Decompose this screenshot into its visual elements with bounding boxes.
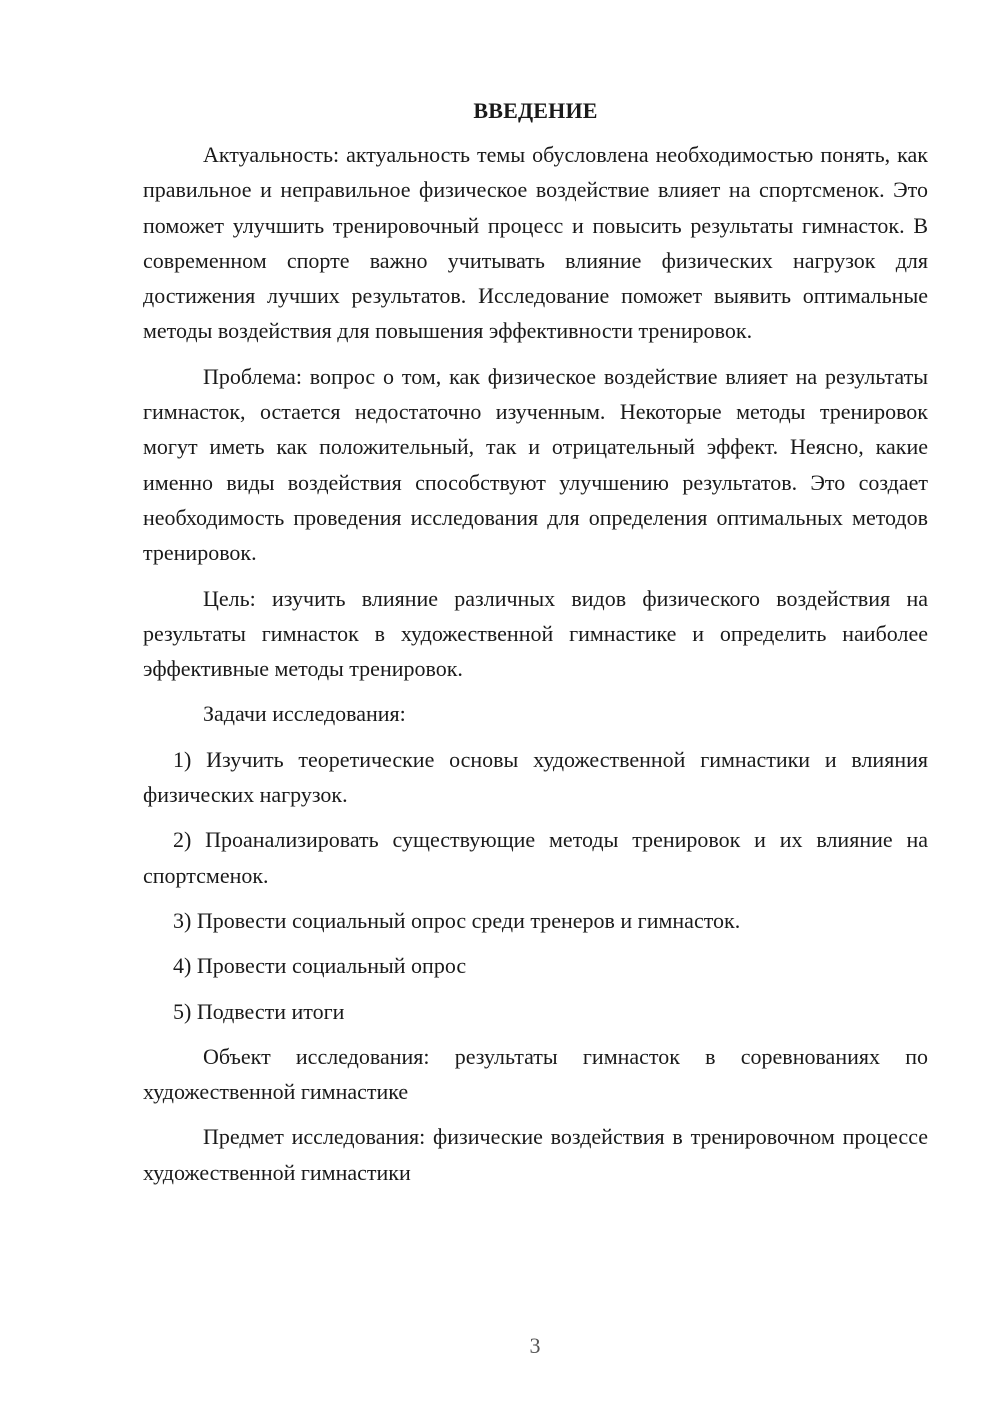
- page-number: 3: [529, 1333, 541, 1358]
- relevance-paragraph: Актуальность: актуальность темы обусловлена необходимостью понять, как правильное и неправильное физическое воздействие влияет на спортсменок. Это поможет улучшить тренировочный процесс и повысить результаты гимнасток. В современном спорте важно учитывать влияние физических нагрузок для достижения лучших результатов. Исследование поможет выявить оптимальные методы воздействия для повышения эффективности тренировок.: [143, 142, 928, 344]
- object-paragraph: Объект исследования: результаты гимнасток в соревнованиях по художественной гимнастике: [143, 1043, 928, 1105]
- task-item: 1) Изучить теоретические основы художественной гимнастики и влияния физических нагрузок.: [143, 746, 928, 808]
- section-heading: ВВЕДЕНИЕ: [473, 98, 598, 123]
- task-item: 5) Подвести итоги: [173, 998, 345, 1024]
- tasks-title: Задачи исследования:: [203, 701, 406, 727]
- page-content: [143, 95, 928, 1200]
- problem-paragraph: Проблема: вопрос о том, как физическое воздействие влияет на результаты гимнасток, остается недостаточно изученным. Некоторые методы тренировок могут иметь как положительный, так и отрицательный эффект. Неясно, какие именно виды воздействия способствуют улучшению результатов. Это создает необходимость проведения исследования для определения оптимальных методов тренировок.: [143, 363, 928, 566]
- task-item: 2) Проанализировать существующие методы тренировок и их влияние на спортсменок.: [143, 827, 928, 888]
- task-item: 3) Провести социальный опрос среди тренеров и гимнасток.: [173, 907, 741, 933]
- subject-paragraph: Предмет исследования: физические воздействия в тренировочном процессе художественной гимнастики: [143, 1124, 928, 1185]
- task-item: 4) Провести социальный опрос: [173, 953, 467, 979]
- goal-paragraph: Цель: изучить влияние различных видов физического воздействия на результаты гимнасток в художественной гимнастике и определить наиболее эффективные методы тренировок.: [143, 585, 928, 682]
